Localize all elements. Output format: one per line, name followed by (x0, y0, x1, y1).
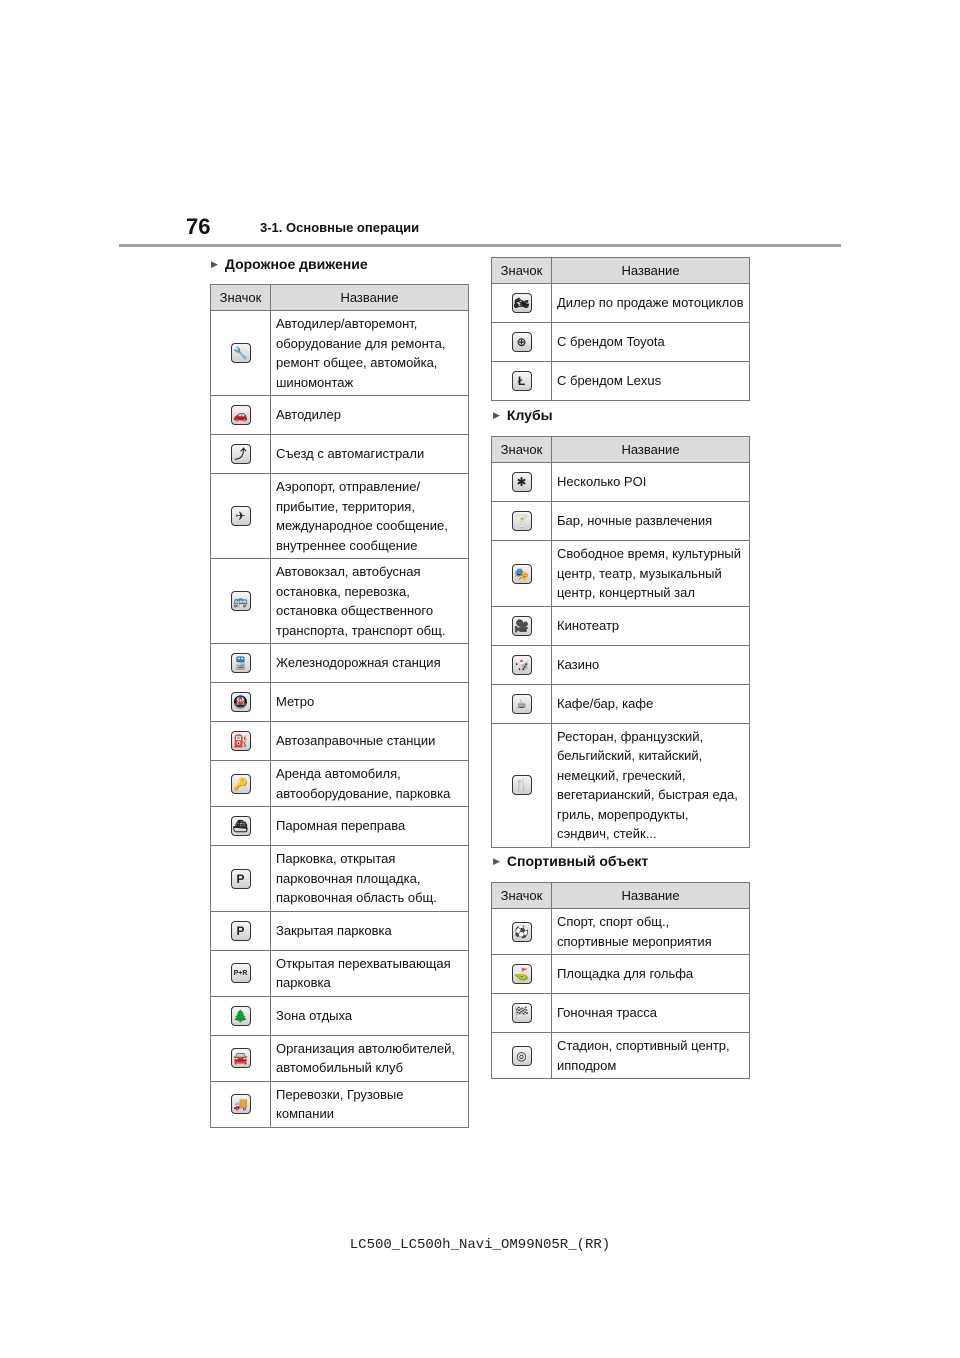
icon-glyph: P (236, 923, 245, 938)
icon-glyph: Ł (517, 374, 526, 389)
car-dealer-icon (231, 405, 251, 425)
table-row (492, 723, 750, 847)
table-row (211, 1081, 469, 1127)
race-flag-icon (512, 1003, 532, 1023)
table-row (211, 761, 469, 807)
column-header-icon: Значок (492, 258, 552, 284)
table-row (211, 911, 469, 950)
heading-sports (493, 853, 648, 869)
bus-icon (231, 591, 251, 611)
table-row (211, 644, 469, 683)
triangle-bullet-icon: ▶ (493, 409, 500, 420)
icon-cell (492, 1033, 552, 1079)
icon-cell (492, 284, 552, 323)
poi-name: Дилер по продаже мотоциклов (552, 284, 750, 323)
table-row (492, 684, 750, 723)
icon-cell (211, 683, 271, 722)
train-icon (231, 653, 251, 673)
icon-cell (211, 722, 271, 761)
stadium-icon (512, 1046, 532, 1066)
poi-name: Зона отдыха (271, 996, 469, 1035)
icon-glyph: 🌲 (233, 1008, 248, 1023)
heading-clubs (493, 407, 553, 423)
icon-cell (492, 684, 552, 723)
icon-glyph: ⤴ (234, 447, 247, 462)
column-header-name: Название (552, 258, 750, 284)
icon-glyph: 🚗 (233, 408, 248, 423)
icon-cell (211, 435, 271, 474)
restaurant-icon (512, 775, 532, 795)
icon-glyph: 🏁 (514, 1006, 529, 1021)
icon-glyph: 🚌 (233, 594, 248, 609)
icon-cell (492, 909, 552, 955)
movie-camera-icon (512, 616, 532, 636)
airplane-icon (231, 506, 251, 526)
poi-name: Автодилер/авторемонт, оборудование для ремонта, ремонт общее, автомойка, шиномонтаж (271, 311, 469, 396)
column-header-icon: Значок (211, 285, 271, 311)
poi-name: Организация автолюбителей, автомобильный клуб (271, 1035, 469, 1081)
table-row (211, 559, 469, 644)
icon-cell (492, 645, 552, 684)
brands-icon-table (491, 257, 750, 401)
poi-name: Паромная переправа (271, 807, 469, 846)
column-header-name: Название (271, 285, 469, 311)
poi-name: Метро (271, 683, 469, 722)
triangle-bullet-icon: ▶ (211, 258, 218, 269)
table-header-row (492, 883, 750, 909)
table-row (492, 645, 750, 684)
poi-name: Площадка для гольфа (552, 955, 750, 994)
poi-name: Аренда автомобиля, автооборудование, парковка (271, 761, 469, 807)
poi-name: Автодилер (271, 396, 469, 435)
icon-cell (492, 955, 552, 994)
poi-name: Автовокзал, автобусная остановка, перевозка, остановка общественного транспорта, транспорт общ. (271, 559, 469, 644)
table-row (492, 1033, 750, 1079)
metro-icon (231, 692, 251, 712)
table-row (492, 323, 750, 362)
icon-glyph: ☕ (516, 696, 527, 711)
table-row (211, 950, 469, 996)
icon-cell (492, 606, 552, 645)
icon-glyph: ⛽ (233, 734, 248, 749)
icon-cell (492, 463, 552, 502)
highway-exit-icon (231, 444, 251, 464)
icon-cell (211, 474, 271, 559)
column-header-name: Название (552, 883, 750, 909)
table-row (211, 807, 469, 846)
column-header-icon: Значок (492, 883, 552, 909)
table-row (492, 284, 750, 323)
casino-icon (512, 655, 532, 675)
truck-icon (231, 1094, 251, 1114)
icon-glyph: 🎲 (514, 657, 529, 672)
poi-name: Стадион, спортивный центр, ипподром (552, 1033, 750, 1079)
icon-cell (492, 362, 552, 401)
poi-name: Ресторан, французский, бельгийский, китайский, немецкий, греческий, вегетарианский, быстрая еда, гриль, морепродукты, сэндвич, стейк... (552, 723, 750, 847)
cocktail-icon (512, 511, 532, 531)
icon-cell (492, 541, 552, 607)
poi-name: Бар, ночные развлечения (552, 502, 750, 541)
poi-name: Кафе/бар, кафе (552, 684, 750, 723)
icon-cell (211, 996, 271, 1035)
icon-glyph: ✈ (235, 509, 246, 524)
heading-sports-label: Спортивный объект (506, 853, 649, 869)
poi-name: Казино (552, 645, 750, 684)
fuel-pump-icon (231, 731, 251, 751)
poi-name: Свободное время, культурный центр, театр, музыкальный центр, концертный зал (552, 541, 750, 607)
poi-name: Съезд с автомагистрали (271, 435, 469, 474)
icon-glyph: ⛴ (232, 819, 249, 834)
table-header-row (492, 258, 750, 284)
table-row (492, 502, 750, 541)
icon-cell (211, 950, 271, 996)
icon-cell (211, 311, 271, 396)
icon-glyph: ⚽ (514, 924, 529, 939)
icon-glyph: P+R (233, 969, 248, 977)
triangle-bullet-icon: ▶ (493, 855, 500, 866)
poi-name: Перевозки, Грузовые компании (271, 1081, 469, 1127)
sports-icon-table (491, 882, 750, 1079)
heading-clubs-label: Клубы (506, 407, 553, 423)
traffic-icon-table (210, 284, 469, 1128)
poi-name: Автозаправочные станции (271, 722, 469, 761)
table-row (211, 996, 469, 1035)
table-row (492, 909, 750, 955)
icon-cell (211, 559, 271, 644)
icon-cell (211, 846, 271, 912)
icon-cell (492, 323, 552, 362)
icon-glyph: 🔑 (233, 776, 248, 791)
table-row (211, 846, 469, 912)
column-header-name: Название (552, 437, 750, 463)
icon-cell (211, 761, 271, 807)
poi-name: С брендом Lexus (552, 362, 750, 401)
coffee-cup-icon (512, 694, 532, 714)
table-row (211, 396, 469, 435)
heading-traffic (211, 256, 368, 272)
icon-glyph: ⛳ (514, 967, 529, 982)
column-header-icon: Значок (492, 437, 552, 463)
table-row (211, 435, 469, 474)
icon-cell (211, 644, 271, 683)
ferry-icon (231, 816, 251, 836)
sports-icon (512, 922, 532, 942)
table-row (211, 683, 469, 722)
poi-name: Железнодорожная станция (271, 644, 469, 683)
icon-cell (211, 1035, 271, 1081)
poi-name: Открытая перехватывающая парковка (271, 950, 469, 996)
icon-glyph: ◎ (516, 1048, 527, 1063)
multiple-poi-icon (512, 472, 532, 492)
icon-glyph: ✱ (516, 475, 527, 490)
table-row (492, 606, 750, 645)
poi-name: Спорт, спорт общ., спортивные мероприятия (552, 909, 750, 955)
table-row (211, 311, 469, 396)
car-club-icon (231, 1048, 251, 1068)
icon-cell (211, 396, 271, 435)
table-row (211, 1035, 469, 1081)
table-header-row (211, 285, 469, 311)
covered-parking-icon (231, 921, 251, 941)
icon-glyph: 🎭 (514, 566, 529, 581)
page-number: 76 (186, 214, 211, 239)
table-row (211, 474, 469, 559)
poi-name: Закрытая парковка (271, 911, 469, 950)
table-header-row (492, 437, 750, 463)
clubs-icon-table (491, 436, 750, 848)
motorcycle-dealer-icon (512, 293, 532, 313)
car-rental-icon (231, 774, 251, 794)
poi-name: Гоночная трасса (552, 994, 750, 1033)
icon-glyph: 🎥 (514, 618, 529, 633)
icon-glyph: 🍸 (514, 514, 529, 529)
icon-glyph: ⊕ (516, 335, 527, 350)
poi-name: Кинотеатр (552, 606, 750, 645)
table-row (492, 955, 750, 994)
poi-name: С брендом Toyota (552, 323, 750, 362)
icon-glyph: 🚘 (233, 1051, 248, 1066)
icon-glyph: 🚆 (233, 656, 248, 671)
rest-area-icon (231, 1006, 251, 1026)
section-title: 3-1. Основные операции (260, 220, 420, 235)
table-row (492, 362, 750, 401)
parking-icon (231, 869, 251, 889)
document-code-footer: LC500_LC500h_Navi_OM99N05R_(RR) (349, 1237, 611, 1253)
header-divider (119, 244, 841, 247)
golf-icon (512, 964, 532, 984)
icon-cell (492, 502, 552, 541)
theater-masks-icon (512, 564, 532, 584)
icon-cell (211, 911, 271, 950)
table-row (492, 463, 750, 502)
icon-cell (211, 1081, 271, 1127)
icon-glyph: 🍴 (514, 778, 529, 793)
table-row (492, 994, 750, 1033)
poi-name: Несколько POI (552, 463, 750, 502)
car-service-icon (231, 343, 251, 363)
icon-cell (211, 807, 271, 846)
icon-cell (492, 994, 552, 1033)
icon-glyph: P (236, 871, 245, 886)
icon-glyph: 🏍 (513, 296, 530, 311)
toyota-logo-icon (512, 332, 532, 352)
table-row (211, 722, 469, 761)
icon-cell (492, 723, 552, 847)
poi-name: Аэропорт, отправление/прибытие, территория, международное сообщение, внутреннее сообщение (271, 474, 469, 559)
heading-traffic-label: Дорожное движение (224, 256, 368, 272)
poi-name: Парковка, открытая парковочная площадка, парковочная область общ. (271, 846, 469, 912)
icon-glyph: 🚚 (233, 1097, 248, 1112)
table-row (492, 541, 750, 607)
icon-glyph: 🚇 (233, 695, 248, 710)
lexus-logo-icon (512, 371, 532, 391)
park-and-ride-icon (231, 963, 251, 983)
icon-glyph: 🔧 (233, 346, 248, 361)
